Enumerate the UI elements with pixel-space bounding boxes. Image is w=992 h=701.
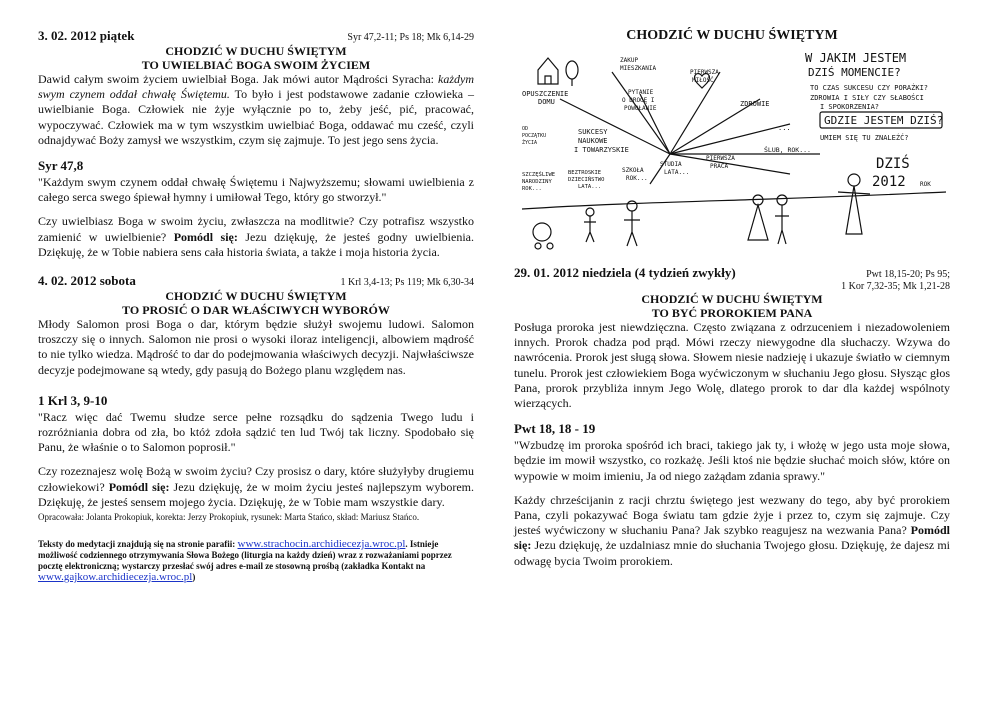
stroller-icon [533, 223, 551, 241]
label-narodziny: NARODZINY [522, 179, 552, 185]
paragraph-jan29-prayer [514, 493, 950, 569]
heading-jan29-line2: TO BYĆ PROROKIEM PANA [651, 306, 813, 320]
label-sukcesy: SUKCESY [578, 128, 608, 136]
label-rok: ROK... [522, 186, 542, 192]
main-title: CHODZIĆ W DUCHU ŚWIĘTYM [626, 28, 838, 43]
text-run: Teksty do medytacji znajdują się na stronie parafii: [38, 539, 238, 550]
heading-feb4-line2: TO PROSIĆ O DAR WŁAŚCIWYCH WYBORÓW [122, 303, 390, 318]
child-figure [586, 208, 594, 216]
label-od: OD [522, 126, 529, 132]
label-zakup: ZAKUP [620, 57, 639, 64]
label-pierwsza-milosc: PIERWSZA [690, 69, 719, 76]
readings-jan29-1: Pwt 18,15-20; Ps 95; [866, 269, 950, 280]
label-naukowe: NAUKOWE [578, 137, 608, 145]
text-run: Czy uwielbiasz Boga w swoim życiu, zwłaszcza na modlitwie? Czy potrafisz wszystko zamienić w uwielbienie? [38, 214, 474, 244]
text-run: Jezu dziękuję, że uzdalniasz mnie do słuchania Twojego głosu. Dziękuję, że dajesz mi odwagę bycia Twoim prorokiem. [514, 538, 950, 568]
ray [670, 72, 720, 154]
house-icon [538, 58, 558, 84]
ray [612, 72, 670, 154]
label-zdrowie: ZDROWIE [740, 100, 770, 108]
text-run: Jezu dziękuję, że w moim życiu jesteś najlepszym wyborem. Dziękuję, że jesteś sensem mojego życia. Dziękuję, że w Tobie mam wszystkie dary. [38, 479, 474, 509]
quote-krl: "Racz więc dać Twemu słudze serce pełne rozsądku do sądzenia Twego ludu i rozróżniania dobra od zła, bo któż zdoła sądzić ten lud Twój tak liczny. Spodobało się Panu, że właśnie o to Salomon poprosił." [38, 409, 474, 455]
label-towarzyskie: I TOWARZYSKIE [574, 146, 629, 154]
question-line-1: W JAKIM JESTEM [805, 51, 907, 65]
question-line-4: ZDROWIA I SIŁY CZY SŁABOŚCI [810, 94, 924, 102]
label-year: 2012 [872, 174, 906, 190]
subheading-pwt: Pwt 18, 18 - 19 [514, 421, 596, 437]
label-szczesliwe: SZCZĘŚLIWE [522, 172, 556, 178]
label-slub: ŚLUB, ROK... [764, 146, 811, 154]
wanderer-body [838, 186, 870, 234]
label-powolanie: POWOŁANIE [624, 105, 657, 112]
section-jan29-header [514, 265, 950, 281]
heading-feb3-line1: CHODZIĆ W DUCHU ŚWIĘTYM [165, 44, 347, 58]
section-feb4-header [38, 273, 474, 289]
paragraph-feb4-prayer [38, 464, 474, 510]
wanderer-figure [848, 174, 860, 186]
paragraph-jan29-intro: Posługa proroka jest niewdzięczna. Często związana z odrzuceniem i niezadowoleniem innych. Prorok chadza pod prąd. Mówi rzeczy niewygodne dla słuchaczy. Wzywa do nawrócenia. Prorok jest sługą słowa. Słowem niesie nadzieję i ukazuje światło w ciemnym tunelu. Prorok jest człowiekiem Boga wyćwiczonym w słuchaniu Jego głosu. Słysząc głos Pana, prorok przybliża innym Jego Wolę, dlatego prorok to dar dla każdej wspólnoty wierzących. [514, 320, 950, 411]
wheel [547, 243, 553, 249]
label-studia-lata: LATA... [664, 169, 690, 176]
italic-quote: każdym swym czynem oddał chwałę Świętemu. [38, 72, 474, 102]
label-dziecinstwo: DZIECIŃSTWO [568, 177, 605, 183]
readings-feb4: 1 Krl 3,4-13; Ps 119; Mk 6,30-34 [340, 277, 474, 289]
house-door [545, 76, 551, 84]
text-run: . Istnieje możliwość codziennego otrzymywania Słowa Bożego (liturgia na każdy dzień) wraz z rozważaniami poprzez pocztę elektroniczną; wystarczy przesłać swój adres e-mail ze stosowną prośbą (zakładka Kontakt na [38, 539, 452, 572]
question-line-7: UMIEM SIĘ TU ZNALEŹĆ? [820, 134, 909, 142]
text-run: Dawid całym swoim życiem uwielbiał Boga. Jak mówi autor Mądrości Syracha: [38, 72, 438, 86]
text-run: To było i jest podstawowe zadanie człowieka – uwielbianie Boga. Człowiek nie żyje wyłącznie po to, żeby jeść, pić, pracować, wypoczywać. Człowiek ma w tym wszystkim uwielbiać Boga, oddawać mu cześć, czyli odnajdywać Boży zamysł we wszystkim, czym się zajmuje. To jest jego sens życia. [38, 87, 474, 147]
heading-jan29-line1: CHODZIĆ W DUCHU ŚWIĘTYM [641, 292, 823, 306]
text-run: Czy rozeznajesz wolę Bożą w swoim życiu? Czy prosisz o dary, które służyłyby drugiemu człowiekowi? [38, 464, 474, 494]
credits: Opracowała: Jolanta Prokopiuk, korekta: Jerzy Prokopiuk, rysunek: Marta Stańco, skład: Mariusz Stańco. [38, 512, 420, 523]
label-lata: LATA... [578, 184, 602, 190]
label-o-droge: O DROGĘ I [622, 97, 655, 104]
label-dots: ... [778, 124, 791, 132]
left-column [38, 28, 474, 583]
label-praca: PRACA [710, 163, 729, 170]
prayer-label: Pomódl się: [108, 479, 170, 494]
readings-feb3: Syr 47,2-11; Ps 18; Mk 6,14-29 [347, 32, 474, 43]
question-where-today: GDZIE JESTEM DZIŚ? [824, 114, 944, 127]
student-body [624, 211, 640, 246]
quote-pwt: "Wzbudzę im proroka spośród ich braci, takiego jak ty, i włożę w jego usta moje słowa, będzie im mowił wszystko, co rozkażę. Jeśli ktoś nie będzie słuchać moich słów, które on wypowie w moim imieniu, Ja od niego zażądam zdania sprawy." [514, 438, 950, 483]
date-feb3: 3. 02. 2012 piątek [38, 28, 135, 43]
subheading-krl: 1 Krl 3, 9-10 [38, 392, 108, 408]
paragraph-feb3-intro [38, 72, 474, 148]
section-feb3-header [38, 28, 474, 44]
label-szkola-rok: ROK... [626, 175, 648, 182]
groom-body [775, 205, 789, 244]
text-run: Jezu dziękuję, że jesteś godny uwielbienia. Dziękuję, że w Tobie nabiera sens cała historia świata, a także i moja historia życia. [38, 229, 474, 259]
paragraph-feb3-prayer [38, 214, 474, 260]
label-dzis: DZIŚ [876, 156, 910, 172]
wheel [535, 243, 541, 249]
label-pierwsza-praca: PIERWSZA [706, 155, 735, 162]
question-line-5: I SPOKORZENIA? [820, 103, 880, 111]
footer-note [38, 539, 474, 583]
label-domu: DOMU [538, 98, 555, 106]
ground-line [522, 192, 946, 209]
prayer-label: Pomódl się: [173, 229, 238, 244]
readings-jan29-2: 1 Kor 7,32-35; Mk 1,21-28 [841, 281, 950, 292]
label-studia: STUDIA [660, 161, 682, 168]
quote-syr: "Każdym swym czynem oddał chwałę Świętemu i Najwyższemu; słowami uwielbienia z całego serca swego śpiewał hymny i umiłował Tego, który go stworzył." [38, 175, 474, 205]
label-mieszkania: MIESZKANIA [620, 65, 657, 72]
label-opuszczenie: OPUSZCZENIE [522, 90, 569, 98]
student-figure [627, 201, 637, 211]
question-line-3: TO CZAS SUKCESU CZY PORAŻKI? [810, 84, 929, 92]
groom-figure [777, 195, 787, 205]
date-feb4: 4. 02. 2012 sobota [38, 273, 136, 289]
label-poczatku: POCZĄTKU [522, 133, 547, 139]
drawing-labels [522, 51, 943, 192]
subheading-syr: Syr 47,8 [38, 158, 84, 174]
text-run: ) [192, 572, 196, 583]
label-szkola: SZKOŁA [622, 167, 644, 174]
text-run: Każdy chrześcijanin z racji chrztu świętego jest wezwany do tego, aby być prorokiem Pana, czyli pokazywać Boga światu tam gdzie żyje i przez to, czym się zajmuje. Czy jesteś wyćwiczony w słuchaniu Pana? Jak szybko reagujesz na wezwania Pana? [514, 492, 950, 538]
heading-feb3-line2: TO UWIELBIAĆ BOGA SWOIM ŻYCIEM [141, 58, 371, 72]
label-milosc: MIŁOŚĆ [692, 77, 714, 84]
paragraph-feb4-intro: Młody Salomon prosi Boga o dar, którym będzie służył swojemu ludowi. Salomon troszczy się o innych. Salomon nie prosi o wysoki iloraz inteligencji, albowiem mądrość to nie tylko wiedza. Mądrość to dar do podejmowania właściwych decyzji. Najwłaściwsze decyzje podejmowane są wtedy, gdy pasują do Bożego planu względem nas. [38, 317, 474, 377]
date-jan29: 29. 01. 2012 niedziela (4 tydzień zwykły) [514, 265, 736, 280]
label-zycia: ŻYCIA [522, 140, 538, 146]
label-pytanie: PYTANIE [628, 89, 654, 96]
life-path-drawing [520, 44, 948, 256]
question-line-2: DZIŚ MOMENCIE? [808, 66, 901, 79]
label-rok: ROK [920, 181, 931, 188]
prayer-label: Pomódl się: [514, 523, 950, 553]
parish-link[interactable]: www.strachocin.archidiecezja.wroc.pl [237, 538, 406, 551]
heading-feb4-line1: CHODZIĆ W DUCHU ŚWIĘTYM [165, 289, 347, 304]
bride-dress [748, 205, 768, 240]
contact-link[interactable]: www.gajkow.archidiecezja.wroc.pl [38, 571, 193, 584]
tree-icon [566, 61, 578, 79]
child-body [584, 216, 596, 242]
right-column-text [514, 265, 950, 569]
label-beztroskie: BEZTROSKIE [568, 170, 602, 176]
right-column [514, 28, 950, 44]
